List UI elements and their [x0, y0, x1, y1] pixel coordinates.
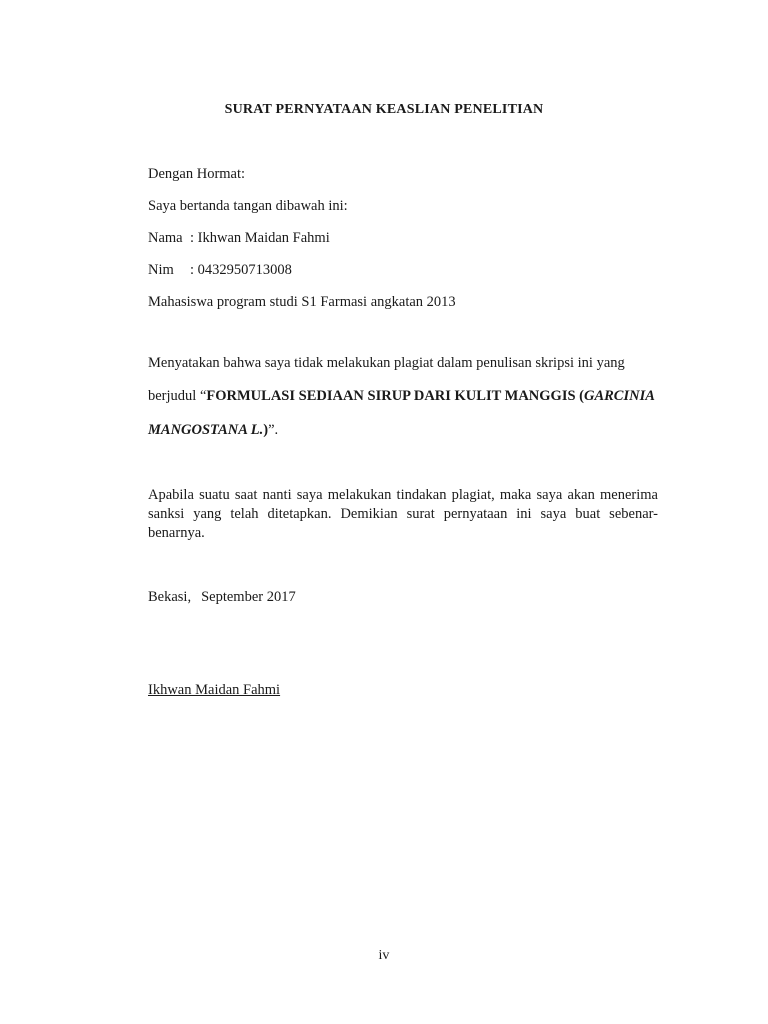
statement-prefix: berjudul “ — [148, 388, 207, 404]
nim-label: Nim — [148, 262, 174, 278]
name-row — [148, 230, 330, 247]
statement-line-1: Menyatakan bahwa saya tidak melakukan plagiat dalam penulisan skripsi ini yang — [148, 355, 625, 371]
thesis-title-close: ) — [263, 422, 269, 438]
name-value: : Ikhwan Maidan Fahmi — [190, 230, 330, 246]
place-date — [148, 589, 296, 606]
intro-text: Saya bertanda tangan dibawah ini: — [148, 198, 348, 214]
signatory-name: Ikhwan Maidan Fahmi — [148, 682, 281, 698]
consequence-paragraph: Apabila suatu saat nanti saya melakukan tindakan plagiat, maka saya akan menerima sanksi yang telah ditetapkan. Demikian surat pernyataan ini saya buat sebenar-benarnya. — [148, 487, 658, 541]
document-title: SURAT PERNYATAAN KEASLIAN PENELITIAN — [224, 102, 544, 117]
thesis-title-latin-1: GARCINIA — [583, 388, 655, 404]
statement-line-2 — [148, 388, 658, 405]
salutation: Dengan Hormat: — [148, 166, 246, 182]
place: Bekasi, — [148, 589, 192, 605]
program-text: Mahasiswa program studi S1 Farmasi angkatan 2013 — [148, 294, 456, 310]
thesis-title: FORMULASI SEDIAAN SIRUP DARI KULIT MANGGIS ( — [206, 388, 584, 404]
page-number: iv — [378, 948, 390, 963]
date: September 2017 — [201, 589, 296, 605]
name-label: Nama — [148, 230, 183, 246]
statement-line-3 — [148, 422, 278, 439]
nim-value: : 0432950713008 — [190, 262, 292, 278]
nim-row — [148, 262, 292, 279]
thesis-title-latin-2: MANGOSTANA L. — [148, 422, 264, 438]
statement-suffix: ”. — [268, 422, 279, 438]
